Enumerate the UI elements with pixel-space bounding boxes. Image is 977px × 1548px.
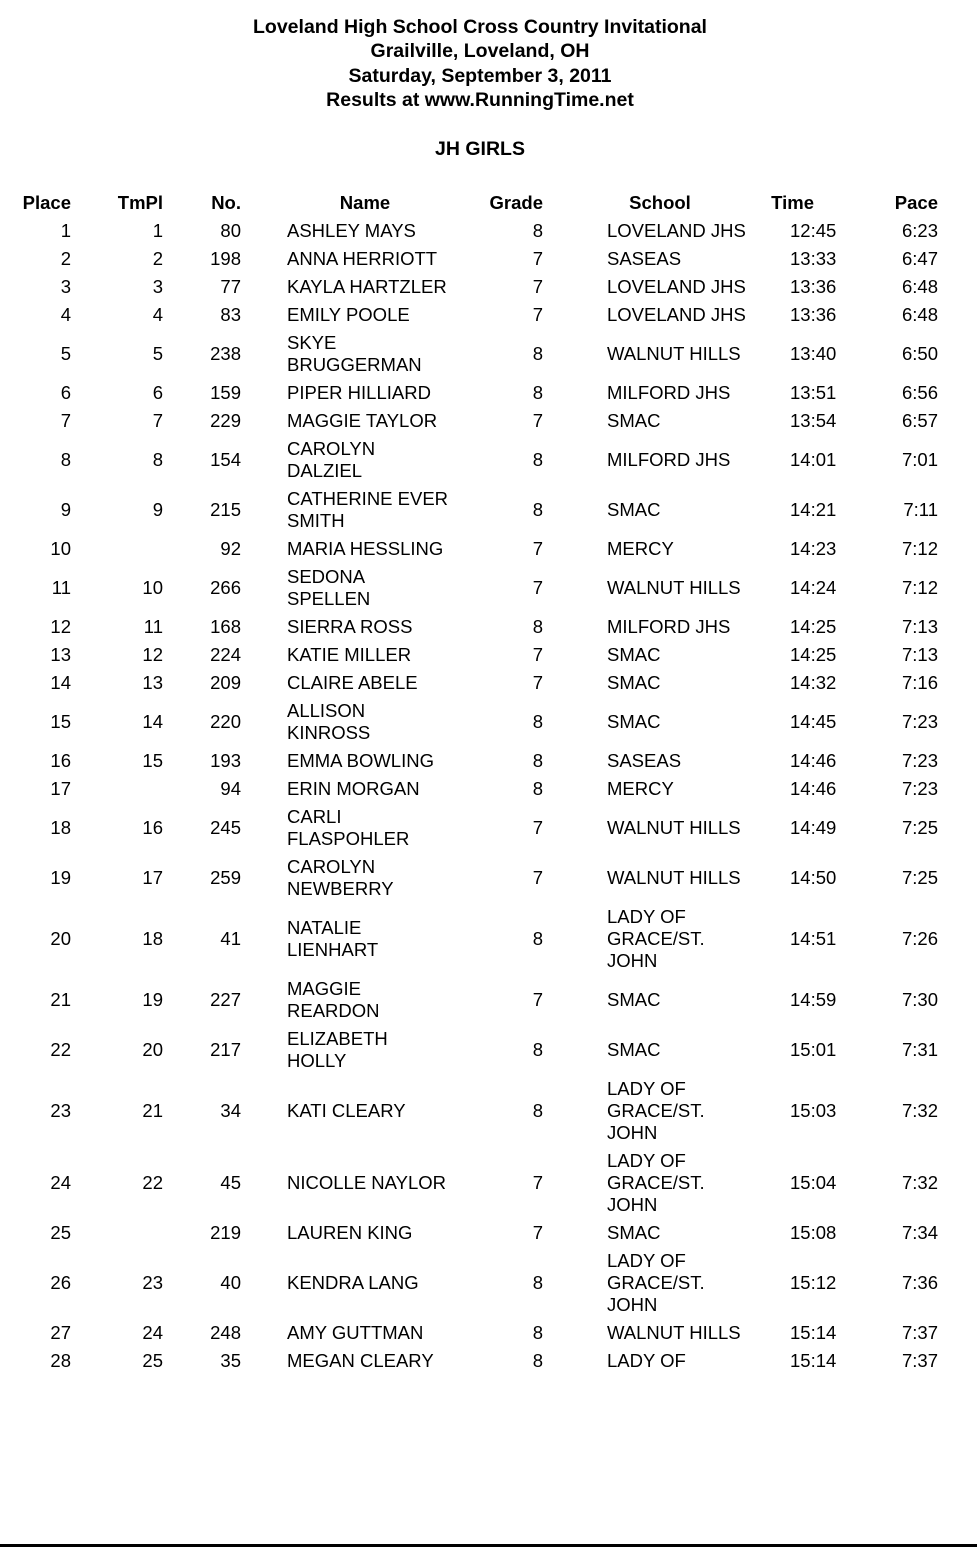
- cell-grade: 8: [532, 1350, 543, 1371]
- cell-number: 159: [210, 382, 241, 403]
- cell-name: ELIZABETH HOLLY: [287, 1028, 388, 1071]
- cell-number: 219: [210, 1222, 241, 1243]
- cell-number: 266: [210, 577, 241, 598]
- cell-pace: 7:12: [901, 538, 938, 559]
- cell-grade: 8: [532, 1322, 543, 1343]
- cell-number: 41: [220, 928, 241, 949]
- cell-time: 13:33: [790, 248, 837, 269]
- cell-team-place: 8: [152, 449, 163, 470]
- cell-place: 10: [50, 538, 71, 559]
- table-row: [0, 485, 960, 535]
- cell-time: 15:12: [790, 1272, 837, 1293]
- cell-name: SIERRA ROSS: [287, 616, 413, 637]
- cell-grade: 8: [532, 382, 543, 403]
- table-row: [0, 379, 960, 407]
- cell-team-place: 16: [142, 817, 163, 838]
- cell-pace: 7:26: [901, 928, 938, 949]
- cell-team-place: 1: [152, 220, 163, 241]
- cell-number: 209: [210, 672, 241, 693]
- cell-name: CAROLYN DALZIEL: [287, 438, 376, 481]
- cell-place: 16: [50, 750, 71, 771]
- cell-grade: 8: [532, 1272, 543, 1293]
- cell-grade: 8: [532, 220, 543, 241]
- cell-name: EMMA BOWLING: [287, 750, 434, 771]
- meet-title: Loveland High School Cross Country Invitational: [253, 16, 707, 38]
- cell-school: SMAC: [607, 1039, 661, 1060]
- cell-pace: 7:30: [901, 989, 938, 1010]
- cell-place: 26: [50, 1272, 71, 1293]
- cell-pace: 7:34: [901, 1222, 938, 1243]
- cell-time: 15:01: [790, 1039, 837, 1060]
- cell-team-place: 2: [152, 248, 163, 269]
- cell-team-place: [90, 775, 170, 803]
- cell-time: 13:36: [790, 276, 837, 297]
- table-row: [0, 669, 960, 697]
- table-row: [0, 613, 960, 641]
- cell-pace: 6:50: [901, 343, 938, 364]
- cell-team-place: 7: [152, 410, 163, 431]
- column-header-name: Name: [339, 192, 391, 213]
- cell-number: 193: [210, 750, 241, 771]
- cell-place: 21: [50, 989, 71, 1010]
- cell-name: CATHERINE EVER SMITH: [287, 488, 449, 531]
- cell-number: 83: [220, 304, 241, 325]
- meet-date: Saturday, September 3, 2011: [348, 64, 612, 87]
- cell-grade: 7: [532, 1172, 543, 1193]
- cell-time: 13:54: [790, 410, 837, 431]
- cell-school: LOVELAND JHS: [607, 304, 746, 325]
- cell-team-place: 11: [143, 616, 163, 637]
- cell-time: 15:04: [790, 1172, 837, 1193]
- cell-school: SMAC: [607, 711, 661, 732]
- cell-school: LADY OF GRACE/ST. JOHN: [607, 1078, 705, 1143]
- table-row: [0, 975, 960, 1025]
- division-title: JH GIRLS: [435, 138, 525, 160]
- cell-school: WALNUT HILLS: [607, 577, 741, 598]
- cell-number: 94: [220, 778, 241, 799]
- cell-pace: 7:37: [901, 1350, 938, 1371]
- cell-grade: 8: [532, 499, 543, 520]
- cell-grade: 7: [532, 1222, 543, 1243]
- cell-school: LADY OF GRACE/ST. JOHN: [607, 906, 705, 971]
- cell-time: 15:08: [790, 1222, 837, 1243]
- cell-name: ANNA HERRIOTT: [287, 248, 438, 269]
- cell-place: 8: [60, 449, 71, 470]
- cell-time: 15:14: [790, 1322, 837, 1343]
- cell-time: 14:23: [790, 538, 837, 559]
- cell-school: SMAC: [607, 644, 661, 665]
- cell-name: PIPER HILLIARD: [287, 382, 431, 403]
- cell-time: 14:46: [790, 778, 837, 799]
- cell-team-place: 14: [142, 711, 163, 732]
- column-header-school: School: [629, 192, 691, 213]
- cell-pace: 6:47: [901, 248, 938, 269]
- cell-place: 3: [60, 276, 71, 297]
- cell-time: 14:50: [790, 867, 837, 888]
- cell-team-place: 15: [142, 750, 163, 771]
- column-header-pace: Pace: [894, 192, 938, 213]
- cell-number: 245: [210, 817, 241, 838]
- cell-name: MAGGIE TAYLOR: [287, 410, 438, 431]
- column-header-time: Time: [771, 192, 814, 213]
- cell-pace: 7:12: [901, 577, 938, 598]
- cell-school: WALNUT HILLS: [607, 343, 741, 364]
- table-header-row: [0, 189, 960, 217]
- table-row: [0, 1247, 960, 1319]
- cell-place: 11: [51, 577, 71, 598]
- cell-place: 7: [60, 410, 71, 431]
- cell-grade: 7: [532, 538, 543, 559]
- cell-number: 224: [210, 644, 241, 665]
- table-row: [0, 535, 960, 563]
- cell-place: 5: [60, 343, 71, 364]
- cell-place: 20: [50, 928, 71, 949]
- cell-name: MAGGIE REARDON: [287, 978, 380, 1021]
- cell-name: KATI CLEARY: [287, 1100, 406, 1121]
- cell-pace: 6:56: [901, 382, 938, 403]
- table-row: [0, 563, 960, 613]
- cell-time: 14:59: [790, 989, 837, 1010]
- cell-time: 14:46: [790, 750, 837, 771]
- cell-team-place: 25: [142, 1350, 163, 1371]
- cell-place: 15: [50, 711, 71, 732]
- table-row: [0, 853, 960, 903]
- cell-time: 14:32: [790, 672, 837, 693]
- cell-time: 14:25: [790, 616, 837, 637]
- cell-pace: 7:25: [901, 867, 938, 888]
- results-table: [0, 189, 960, 1375]
- table-row: [0, 273, 960, 301]
- page-header: [0, 15, 960, 112]
- column-header-team-place: TmPl: [117, 192, 163, 213]
- cell-grade: 7: [532, 577, 543, 598]
- cell-name: SEDONA SPELLEN: [287, 566, 371, 609]
- cell-name: KENDRA LANG: [287, 1272, 419, 1293]
- column-header-number: No.: [211, 192, 241, 213]
- cell-number: 198: [210, 248, 241, 269]
- cell-team-place: 22: [142, 1172, 163, 1193]
- cell-number: 248: [210, 1322, 241, 1343]
- cell-grade: 8: [532, 778, 543, 799]
- cell-school: MERCY: [607, 538, 674, 559]
- cell-pace: 7:13: [901, 644, 938, 665]
- table-row: [0, 245, 960, 273]
- cell-school: SMAC: [607, 499, 661, 520]
- cell-school: MERCY: [607, 778, 674, 799]
- cell-time: 13:40: [790, 343, 837, 364]
- cell-school: MILFORD JHS: [607, 616, 731, 637]
- cell-place: 13: [50, 644, 71, 665]
- cell-school: SASEAS: [607, 248, 682, 269]
- cell-number: 238: [210, 343, 241, 364]
- cell-team-place: [90, 1219, 170, 1247]
- cell-pace: 7:16: [901, 672, 938, 693]
- cell-team-place: 18: [142, 928, 163, 949]
- cell-grade: 8: [532, 616, 543, 637]
- cell-pace: 7:23: [901, 750, 938, 771]
- cell-name: LAUREN KING: [287, 1222, 413, 1243]
- cell-school: LADY OF: [607, 1350, 686, 1371]
- cell-grade: 7: [532, 989, 543, 1010]
- cell-school: WALNUT HILLS: [607, 867, 741, 888]
- cell-team-place: 9: [152, 499, 163, 520]
- cell-number: 77: [220, 276, 241, 297]
- table-row: [0, 407, 960, 435]
- cell-team-place: 17: [142, 867, 163, 888]
- results-url: Results at www.RunningTime.net: [326, 88, 634, 111]
- cell-name: ALLISON KINROSS: [287, 700, 371, 743]
- cell-school: LOVELAND JHS: [607, 276, 746, 297]
- cell-time: 13:51: [790, 382, 837, 403]
- cell-team-place: 5: [152, 343, 163, 364]
- cell-place: 25: [50, 1222, 71, 1243]
- cell-grade: 8: [532, 449, 543, 470]
- meet-location: Grailville, Loveland, OH: [370, 40, 590, 63]
- table-row: [0, 803, 960, 853]
- cell-number: 80: [220, 220, 241, 241]
- cell-team-place: 10: [142, 577, 163, 598]
- cell-number: 40: [220, 1272, 241, 1293]
- cell-team-place: 4: [152, 304, 163, 325]
- results-body: [0, 217, 960, 1375]
- cell-number: 34: [220, 1100, 241, 1121]
- cell-place: 27: [50, 1322, 71, 1343]
- cell-school: LOVELAND JHS: [607, 220, 746, 241]
- page-bottom-rule: [0, 1544, 977, 1547]
- cell-team-place: 3: [152, 276, 163, 297]
- cell-time: 14:01: [790, 449, 837, 470]
- cell-grade: 8: [532, 1039, 543, 1060]
- cell-team-place: 13: [142, 672, 163, 693]
- cell-place: 22: [50, 1039, 71, 1060]
- cell-number: 215: [210, 499, 241, 520]
- column-header-grade: Grade: [489, 192, 543, 213]
- cell-grade: 7: [532, 817, 543, 838]
- cell-number: 168: [210, 616, 241, 637]
- cell-pace: 7:13: [901, 616, 938, 637]
- table-row: [0, 329, 960, 379]
- cell-number: 227: [210, 989, 241, 1010]
- cell-place: 18: [50, 817, 71, 838]
- cell-pace: 6:48: [901, 304, 938, 325]
- cell-school: LADY OF GRACE/ST. JOHN: [607, 1150, 705, 1215]
- cell-name: CARLI FLASPOHLER: [287, 806, 410, 849]
- cell-name: CLAIRE ABELE: [287, 672, 418, 693]
- cell-time: 14:45: [790, 711, 837, 732]
- cell-place: 28: [50, 1350, 71, 1371]
- cell-team-place: 6: [152, 382, 163, 403]
- cell-pace: 7:32: [901, 1172, 938, 1193]
- table-row: [0, 1319, 960, 1347]
- cell-name: AMY GUTTMAN: [287, 1322, 424, 1343]
- cell-grade: 8: [532, 928, 543, 949]
- cell-number: 217: [210, 1039, 241, 1060]
- cell-place: 9: [60, 499, 71, 520]
- cell-school: SMAC: [607, 410, 661, 431]
- cell-team-place: 24: [142, 1322, 163, 1343]
- cell-place: 2: [60, 248, 71, 269]
- cell-time: 13:36: [790, 304, 837, 325]
- cell-number: 229: [210, 410, 241, 431]
- cell-school: MILFORD JHS: [607, 449, 731, 470]
- table-row: [0, 903, 960, 975]
- cell-pace: 7:37: [901, 1322, 938, 1343]
- cell-time: 14:25: [790, 644, 837, 665]
- cell-school: SMAC: [607, 1222, 661, 1243]
- cell-name: NICOLLE NAYLOR: [287, 1172, 447, 1193]
- cell-place: 17: [50, 778, 71, 799]
- cell-grade: 7: [532, 410, 543, 431]
- cell-name: MEGAN CLEARY: [287, 1350, 434, 1371]
- table-row: [0, 1147, 960, 1219]
- cell-grade: 7: [532, 248, 543, 269]
- cell-place: 14: [50, 672, 71, 693]
- cell-name: ASHLEY MAYS: [287, 220, 416, 241]
- cell-grade: 8: [532, 343, 543, 364]
- cell-name: EMILY POOLE: [287, 304, 410, 325]
- cell-number: 259: [210, 867, 241, 888]
- cell-time: 15:03: [790, 1100, 837, 1121]
- cell-school: LADY OF GRACE/ST. JOHN: [607, 1250, 705, 1315]
- cell-name: NATALIE LIENHART: [287, 917, 379, 960]
- cell-school: WALNUT HILLS: [607, 1322, 741, 1343]
- cell-number: 154: [210, 449, 241, 470]
- cell-number: 35: [220, 1350, 241, 1371]
- cell-grade: 7: [532, 867, 543, 888]
- cell-grade: 7: [532, 304, 543, 325]
- cell-name: ERIN MORGAN: [287, 778, 420, 799]
- cell-pace: 6:57: [901, 410, 938, 431]
- cell-place: 1: [60, 220, 71, 241]
- table-row: [0, 1075, 960, 1147]
- cell-name: CAROLYN NEWBERRY: [287, 856, 394, 899]
- table-row: [0, 435, 960, 485]
- cell-team-place: 20: [142, 1039, 163, 1060]
- cell-grade: 7: [532, 672, 543, 693]
- cell-time: 12:45: [790, 220, 837, 241]
- table-row: [0, 775, 960, 803]
- cell-place: 12: [50, 616, 71, 637]
- table-row: [0, 747, 960, 775]
- cell-pace: 6:48: [901, 276, 938, 297]
- cell-place: 4: [60, 304, 71, 325]
- column-header-place: Place: [22, 192, 71, 213]
- cell-grade: 8: [532, 750, 543, 771]
- table-row: [0, 1219, 960, 1247]
- cell-team-place: 21: [142, 1100, 163, 1121]
- cell-team-place: 12: [142, 644, 163, 665]
- cell-time: 14:21: [790, 499, 837, 520]
- cell-pace: 7:36: [901, 1272, 938, 1293]
- cell-grade: 7: [532, 276, 543, 297]
- cell-name: MARIA HESSLING: [287, 538, 444, 559]
- cell-pace: 7:32: [901, 1100, 938, 1121]
- cell-pace: 7:11: [903, 499, 938, 520]
- cell-team-place: [90, 535, 170, 563]
- table-row: [0, 301, 960, 329]
- cell-time: 14:24: [790, 577, 837, 598]
- cell-pace: 7:01: [901, 449, 938, 470]
- cell-place: 6: [60, 382, 71, 403]
- cell-team-place: 19: [142, 989, 163, 1010]
- cell-number: 45: [220, 1172, 241, 1193]
- cell-school: SASEAS: [607, 750, 682, 771]
- cell-school: WALNUT HILLS: [607, 817, 741, 838]
- cell-place: 19: [50, 867, 71, 888]
- cell-grade: 8: [532, 1100, 543, 1121]
- cell-pace: 7:23: [901, 778, 938, 799]
- cell-number: 92: [220, 538, 241, 559]
- cell-pace: 7:23: [901, 711, 938, 732]
- cell-team-place: 23: [142, 1272, 163, 1293]
- cell-pace: 7:31: [901, 1039, 938, 1060]
- cell-pace: 7:25: [901, 817, 938, 838]
- cell-place: 23: [50, 1100, 71, 1121]
- cell-time: 14:51: [790, 928, 837, 949]
- cell-time: 14:49: [790, 817, 837, 838]
- cell-grade: 8: [532, 711, 543, 732]
- cell-number: 220: [210, 711, 241, 732]
- table-row: [0, 1347, 960, 1375]
- cell-place: 24: [50, 1172, 71, 1193]
- cell-grade: 7: [532, 644, 543, 665]
- table-row: [0, 641, 960, 669]
- table-row: [0, 217, 960, 245]
- cell-time: 15:14: [790, 1350, 837, 1371]
- cell-school: MILFORD JHS: [607, 382, 731, 403]
- table-row: [0, 697, 960, 747]
- table-row: [0, 1025, 960, 1075]
- cell-pace: 6:23: [901, 220, 938, 241]
- cell-school: SMAC: [607, 989, 661, 1010]
- cell-name: KATIE MILLER: [287, 644, 412, 665]
- cell-name: KAYLA HARTZLER: [287, 276, 447, 297]
- cell-name: SKYE BRUGGERMAN: [287, 332, 422, 375]
- cell-school: SMAC: [607, 672, 661, 693]
